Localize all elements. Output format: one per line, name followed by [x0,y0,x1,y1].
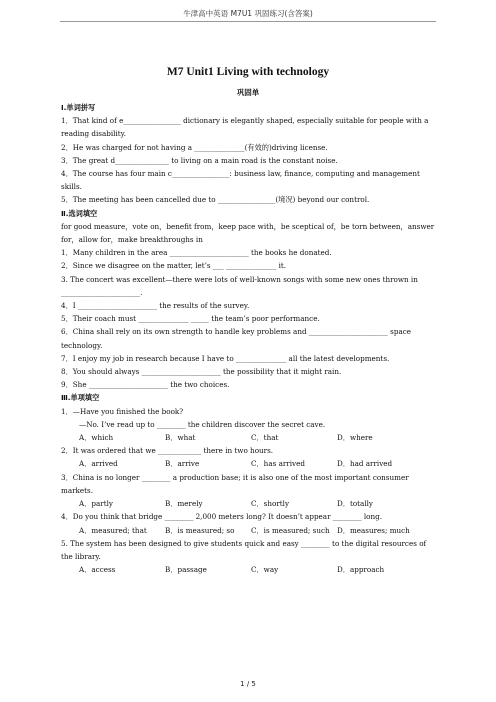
option-d: D．totally [337,499,373,509]
page-number: 1 / 5 [240,680,256,688]
question-item: 3. The concert was excellent—there were lots of well-known songs with some new ones thrown in ______________________. [61,274,418,297]
document-title: M7 Unit1 Living with technology [166,66,330,78]
question-item: 3．The great d_______________ to living on a main road is the constant noise. [61,155,338,165]
question-stem: 2．It was ordered that we ____________ there in two hours. [61,446,274,456]
question-item: 2．He was charged for not having a ______________(有效的)driving license. [61,142,328,152]
question-stem: 5. The system has been designed to give students quick and easy ________ to the digital resources of the library. [61,538,427,561]
option-d: D．had arrived [337,459,393,469]
document-body [61,101,435,576]
option-c: C．way [251,565,279,575]
option-c: C．is measured; such [251,525,330,535]
option-b: B．is measured; so [165,525,235,535]
question-item: 4．The course has four main c________________: business law, finance, computing and management skills. [61,169,420,192]
question-item: 7．I enjoy my job in research because I have to ______________ all the latest developments. [61,353,390,363]
page-header: 牛津高中英语 M7U1 巩固练习(含答案) [183,9,313,18]
question-item: 5．Their coach must ______________ _____ the team’s poor performance. [61,314,320,324]
option-c: C．that [251,433,279,443]
option-d: D．approach [337,565,385,575]
question-stem: —No. I’ve read up to ________ the children discover the secret cave. [79,419,326,429]
answer-options [61,457,435,470]
option-b: B．passage [165,565,207,575]
section-heading-multiple-choice: Ⅲ.单项填空 [61,393,100,403]
document-subtitle: 巩固单 [236,88,260,97]
question-item: 1．That kind of e________________ dictionary is elegantly shaped, especially suitable for people with a reading disability. [61,116,429,139]
option-d: D．measures; much [337,525,410,535]
answer-options [61,524,435,537]
option-b: B．what [165,433,196,443]
answer-options [61,563,435,576]
option-a: A．partly [79,499,113,509]
option-b: B．merely [165,499,203,509]
option-a: A．access [79,565,116,575]
answer-options [61,431,435,444]
section-heading-spelling: Ⅰ.单词拼写 [61,103,96,112]
option-b: B．arrive [165,459,200,469]
option-c: C．shortly [251,499,290,509]
question-item: 1．Many children in the area ______________________ the books he donated. [61,248,332,258]
option-a: A．arrived [79,459,118,469]
option-c: C．has arrived [251,459,305,469]
option-d: D．where [337,433,373,443]
section-heading-fill-in: Ⅱ.选词填空 [61,208,98,218]
option-a: A．which [79,433,114,443]
answer-options [61,497,435,510]
question-stem: 3．China is no longer ________ a production base; it is also one of the most important consumer markets. [61,472,409,495]
option-a: A．measured; that [79,525,147,535]
question-item: 6．China shall rely on its own strength to handle key problems and ______________________ space technology. [61,327,412,350]
header-divider [60,21,436,22]
question-item: 9．She ______________________ the two choices. [61,380,230,390]
question-item: 4．I ______________________ the results of the survey. [61,301,250,311]
word-bank: for good measure，vote on，benefit from，keep pace with，be sceptical of，be torn between，answer for，allow for，make breakthroughs in [61,221,435,245]
question-item: 8．You should always ______________________ the possibility that it might rain. [61,367,342,377]
question-item: 2．Since we disagree on the matter, let’s ___ ______________ it. [61,261,287,271]
question-stem: 4．Do you think that bridge ________ 2,000 meters long? It doesn’t appear ________ long. [61,512,382,522]
question-item: 5．The meeting has been cancelled due to ________________(境况) beyond our control. [61,195,370,205]
question-stem: 1．—Have you finished the book? [61,406,184,416]
